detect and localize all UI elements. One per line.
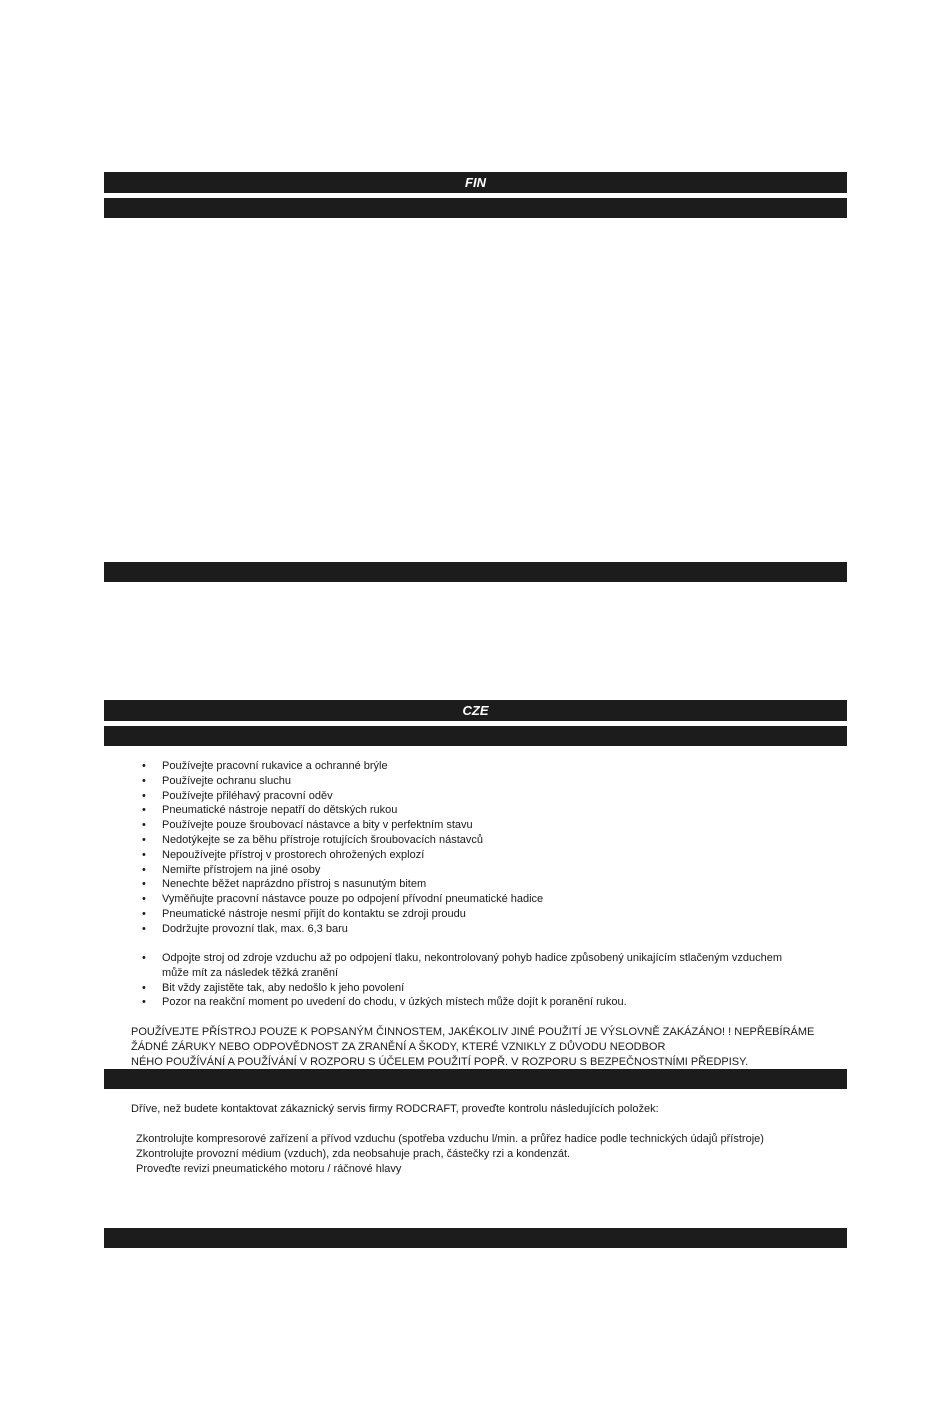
- list-item: Zkontrolujte provozní médium (vzduch), zda neobsahuje prach, částečky rzi a kondenzát.: [136, 1148, 571, 1160]
- fin-section-header: [104, 172, 847, 193]
- warning-line: NÉHO POUŽÍVÁNÍ A POUŽÍVÁNÍ V ROZPORU S ÚČELEM POUŽITÍ POPŘ. V ROZPORU S BEZPEČNOSTNÍMI PŘEDPISY.: [131, 1056, 749, 1068]
- list-item: • Používejte pouze šroubovací nástavce a bity v perfektním stavu: [142, 818, 543, 833]
- cze-bottom-bar: [104, 1228, 847, 1248]
- list-item: • Nemiřte přístrojem na jiné osoby: [142, 863, 543, 878]
- list-item: • Nedotýkejte se za běhu přístroje rotujících šroubovacích nástavců: [142, 833, 543, 848]
- list-item: • Nepoužívejte přístroj v prostorech ohrožených explozí: [142, 848, 543, 863]
- cze-service-checks: [136, 1132, 764, 1177]
- cze-warning-text: [131, 1025, 831, 1070]
- list-item: • Dodržujte provozní tlak, max. 6,3 baru: [142, 922, 543, 937]
- list-item: • Pneumatické nástroje nesmí přijít do kontaktu se zdroji proudu: [142, 907, 543, 922]
- fin-subsection-bar-2: [104, 562, 847, 582]
- warning-line: POUŽÍVEJTE PŘÍSTROJ POUZE K POPSANÝM ČINNOSTEM, JAKÉKOLIV JINÉ POUŽITÍ JE VÝSLOVNĚ ZAKÁZÁNO! ! NEPŘEBÍRÁME ŽÁDNÉ ZÁRUKY NEBO ODPOVĚDNOST ZA ZRANĚNÍ A ŠKODY, KTERÉ VZNIKLY Z DŮVODU NEODBOR: [131, 1026, 815, 1053]
- cze-section-title: CZE: [462, 703, 489, 718]
- cze-safety-bar: [104, 726, 847, 746]
- list-item: Proveďte revizi pneumatického motoru / ráčnové hlavy: [136, 1163, 402, 1175]
- list-item: • Nenechte běžet naprázdno přístroj s nasunutým bitem: [142, 877, 543, 892]
- cze-safety-list: [142, 759, 543, 937]
- cze-service-bar: [104, 1069, 847, 1089]
- list-item: • Pneumatické nástroje nepatří do dětských rukou: [142, 803, 543, 818]
- list-item: Zkontrolujte kompresorové zařízení a přívod vzduchu (spotřeba vzduchu l/min. a průřez hadice podle technických údajů přístroje): [136, 1133, 764, 1145]
- list-item: • Pozor na reakční moment po uvedení do chodu, v úzkých místech může dojít k poranění rukou.: [142, 995, 802, 1010]
- fin-subsection-bar-1: [104, 198, 847, 218]
- list-item: • Vyměňujte pracovní nástavce pouze po odpojení přívodní pneumatické hadice: [142, 892, 543, 907]
- cze-section-header: [104, 700, 847, 721]
- list-item: • Používejte pracovní rukavice a ochranné brýle: [142, 759, 543, 774]
- cze-caution-list: [142, 951, 802, 1010]
- fin-section-title: FIN: [465, 175, 486, 190]
- list-item: • Používejte přiléhavý pracovní oděv: [142, 789, 543, 804]
- list-item: • Bit vždy zajistěte tak, aby nedošlo k jeho povolení: [142, 981, 802, 996]
- list-item: • Používejte ochranu sluchu: [142, 774, 543, 789]
- list-item: • Odpojte stroj od zdroje vzduchu až po odpojení tlaku, nekontrolovaný pohyb hadice způsobený unikajícím stlačeným vzduchem může mít za následek těžká zranění: [142, 951, 802, 981]
- cze-service-intro: Dříve, než budete kontaktovat zákaznický servis firmy RODCRAFT, proveďte kontrolu následujících položek:: [131, 1103, 659, 1115]
